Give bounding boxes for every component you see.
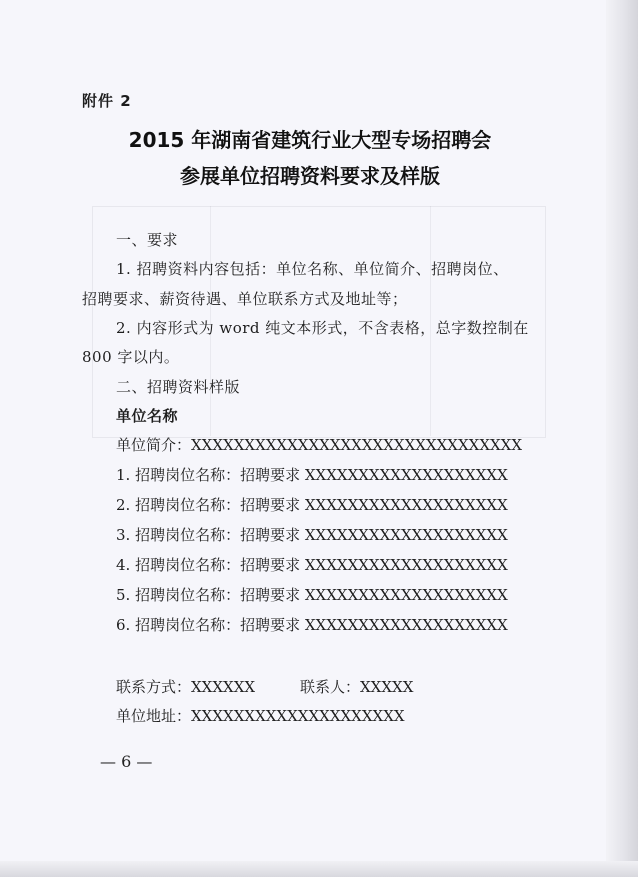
unit-intro: 单位简介：XXXXXXXXXXXXXXXXXXXXXXXXXXXXXXX bbox=[116, 436, 523, 454]
contact-person: 联系人：XXXXX bbox=[300, 678, 414, 696]
position-item: 1. 招聘岗位名称：招聘要求 XXXXXXXXXXXXXXXXXXX bbox=[116, 466, 508, 484]
section2-heading: 二、招聘资料样版 bbox=[116, 378, 241, 396]
position-item: 4. 招聘岗位名称：招聘要求 XXXXXXXXXXXXXXXXXXX bbox=[116, 556, 508, 574]
annex-label: 附件 2 bbox=[82, 92, 132, 110]
position-item: 3. 招聘岗位名称：招聘要求 XXXXXXXXXXXXXXXXXXX bbox=[116, 526, 508, 544]
contact-method: 联系方式：XXXXXX bbox=[116, 678, 256, 696]
position-item: 5. 招聘岗位名称：招聘要求 XXXXXXXXXXXXXXXXXXX bbox=[116, 586, 508, 604]
document-title-line1: 2015 年湖南省建筑行业大型专场招聘会 bbox=[128, 128, 492, 152]
requirement-1-line1: 1. 招聘资料内容包括：单位名称、单位简介、招聘岗位、 bbox=[116, 260, 509, 278]
page-number: — 6 — bbox=[100, 752, 153, 771]
position-item: 6. 招聘岗位名称：招聘要求 XXXXXXXXXXXXXXXXXXX bbox=[116, 616, 508, 634]
document-title-line2: 参展单位招聘资料要求及样版 bbox=[180, 164, 440, 188]
unit-name-label: 单位名称 bbox=[116, 407, 179, 425]
requirement-2-line1: 2. 内容形式为 word 纯文本形式，不含表格，总字数控制在 bbox=[116, 319, 529, 337]
requirement-1-line2: 招聘要求、薪资待遇、单位联系方式及地址等； bbox=[82, 290, 408, 308]
requirement-2-line2: 800 字以内。 bbox=[82, 348, 180, 366]
position-item: 2. 招聘岗位名称：招聘要求 XXXXXXXXXXXXXXXXXXX bbox=[116, 496, 508, 514]
page-bottom-shadow bbox=[0, 861, 638, 877]
section1-heading: 一、要求 bbox=[116, 231, 179, 249]
unit-address: 单位地址：XXXXXXXXXXXXXXXXXXXX bbox=[116, 707, 405, 725]
